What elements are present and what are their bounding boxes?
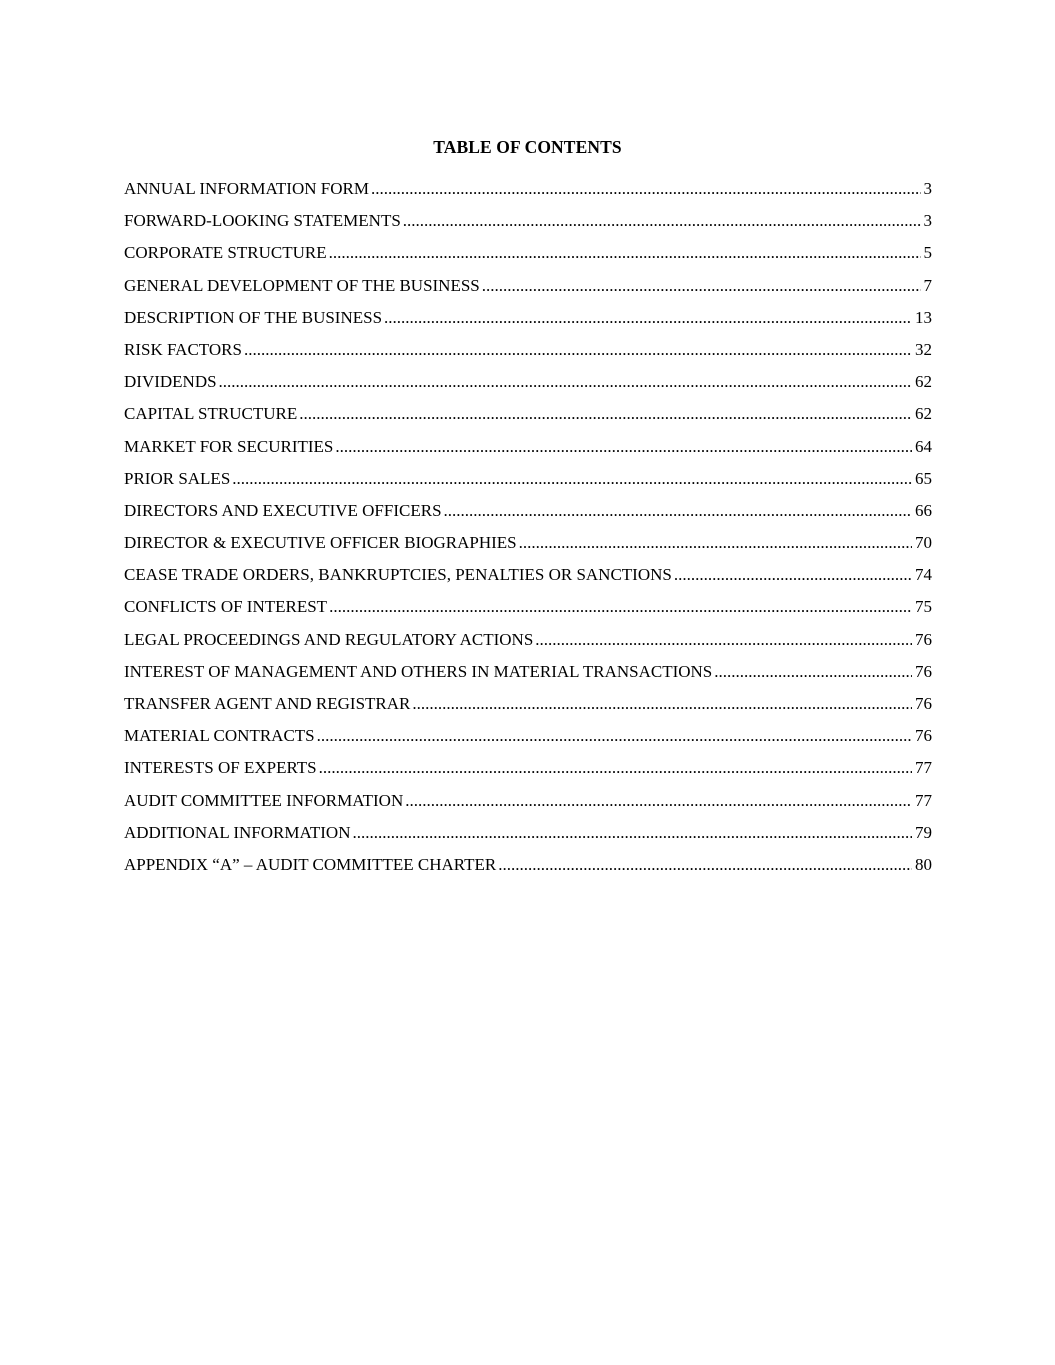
toc-entry-page-number: 13 [915,307,932,327]
toc-entry-directors-and-officers[interactable] [124,500,932,532]
toc-entry-page-number: 76 [915,694,932,713]
toc-entry-label: CORPORATE STRUCTURE [124,243,327,263]
toc-entry-label: GENERAL DEVELOPMENT OF THE BUSINESS [124,275,480,295]
toc-entry-label: RISK FACTORS [124,339,242,359]
toc-entry-corporate-structure[interactable] [124,242,932,274]
dot-leader [384,307,912,329]
toc-entry-risk-factors[interactable] [124,339,932,371]
toc-entry-biographies[interactable] [124,532,932,564]
toc-entry-page-number: 76 [915,726,932,746]
toc-entry-label: DIVIDENDS [124,372,217,392]
dot-leader [403,210,921,232]
toc-entry-page-number: 74 [915,565,932,585]
dot-leader [535,629,912,651]
toc-entry-dividends[interactable] [124,371,932,403]
dot-leader [317,725,912,747]
toc-entry-label: DIRECTOR & EXECUTIVE OFFICER BIOGRAPHIES [124,533,517,553]
toc-entry-cease-trade-orders[interactable] [124,564,932,596]
toc-entry-label: LEGAL PROCEEDINGS AND REGULATORY ACTIONS [124,629,534,649]
toc-entry-page-number: 79 [915,822,932,842]
toc-list [124,178,932,886]
toc-entry-conflicts-of-interest[interactable] [124,596,932,628]
toc-entry-label: ADDITIONAL INFORMATION [124,822,351,842]
dot-leader [319,757,912,779]
dot-leader [353,822,913,844]
toc-entry-appendix-a[interactable] [124,854,932,886]
dot-leader [405,790,912,812]
toc-entry-label: INTEREST OF MANAGEMENT AND OTHERS IN MATERIAL TRANSACTIONS [124,661,713,681]
page-title: TABLE OF CONTENTS [433,137,622,157]
toc-entry-transfer-agent[interactable] [124,693,932,725]
toc-entry-page-number: 64 [915,436,932,456]
toc-entry-label: DIRECTORS AND EXECUTIVE OFFICERS [124,500,442,520]
dot-leader [329,242,921,264]
toc-entry-label: FORWARD-LOOKING STATEMENTS [124,211,401,231]
toc-entry-label: CEASE TRADE ORDERS, BANKRUPTCIES, PENALTIES OR SANCTIONS [124,565,672,585]
toc-entry-page-number: 77 [915,790,932,810]
toc-entry-label: MATERIAL CONTRACTS [124,726,315,746]
toc-entry-page-number: 62 [915,404,932,424]
toc-entry-label: ANNUAL INFORMATION FORM [124,179,369,198]
dot-leader [329,596,912,618]
toc-entry-page-number: 5 [923,243,932,263]
dot-leader [371,178,921,200]
toc-entry-label: MARKET FOR SECURITIES [124,436,334,456]
dot-leader [482,275,921,297]
toc-entry-page-number: 76 [915,661,932,681]
toc-entry-page-number: 65 [915,468,932,488]
toc-entry-annual-information-form[interactable] [124,178,932,210]
toc-entry-general-development[interactable] [124,275,932,307]
dot-leader [714,661,912,683]
toc-entry-page-number: 3 [923,211,932,231]
toc-entry-interest-of-management[interactable] [124,661,932,693]
toc-entry-page-number: 76 [915,629,932,649]
toc-entry-label: PRIOR SALES [124,468,231,488]
dot-leader [299,403,912,425]
toc-entry-interests-of-experts[interactable] [124,757,932,789]
dot-leader [219,371,912,393]
dot-leader [519,532,912,554]
dot-leader [244,339,912,361]
toc-entry-page-number: 80 [915,854,932,874]
dot-leader [412,693,912,715]
toc-entry-audit-committee-information[interactable] [124,790,932,822]
toc-entry-label: DESCRIPTION OF THE BUSINESS [124,307,383,327]
toc-entry-prior-sales[interactable] [124,468,932,500]
dot-leader [674,564,912,586]
toc-entry-page-number: 70 [915,533,932,553]
toc-entry-label: AUDIT COMMITTEE INFORMATION [124,790,404,810]
toc-entry-label: CONFLICTS OF INTEREST [124,597,328,617]
dot-leader [335,436,912,458]
toc-entry-label: TRANSFER AGENT AND REGISTRAR [124,694,411,713]
dot-leader [498,854,912,876]
toc-entry-market-for-securities[interactable] [124,436,932,468]
toc-entry-label: APPENDIX “A” – AUDIT COMMITTEE CHARTER [124,854,497,874]
toc-entry-legal-proceedings[interactable] [124,629,932,661]
toc-entry-forward-looking-statements[interactable] [124,210,932,242]
toc-entry-additional-information[interactable] [124,822,932,854]
toc-entry-capital-structure[interactable] [124,403,932,435]
toc-entry-page-number: 7 [923,275,932,295]
dot-leader [232,468,912,490]
toc-entry-page-number: 3 [923,179,932,198]
toc-entry-page-number: 75 [915,597,932,617]
toc-entry-label: CAPITAL STRUCTURE [124,404,298,424]
dot-leader [444,500,912,522]
toc-entry-label: INTERESTS OF EXPERTS [124,758,317,778]
toc-entry-description-of-business[interactable] [124,307,932,339]
toc-entry-material-contracts[interactable] [124,725,932,757]
toc-entry-page-number: 77 [915,758,932,778]
toc-entry-page-number: 62 [915,372,932,392]
toc-entry-page-number: 32 [915,339,932,359]
toc-entry-page-number: 66 [915,500,932,520]
